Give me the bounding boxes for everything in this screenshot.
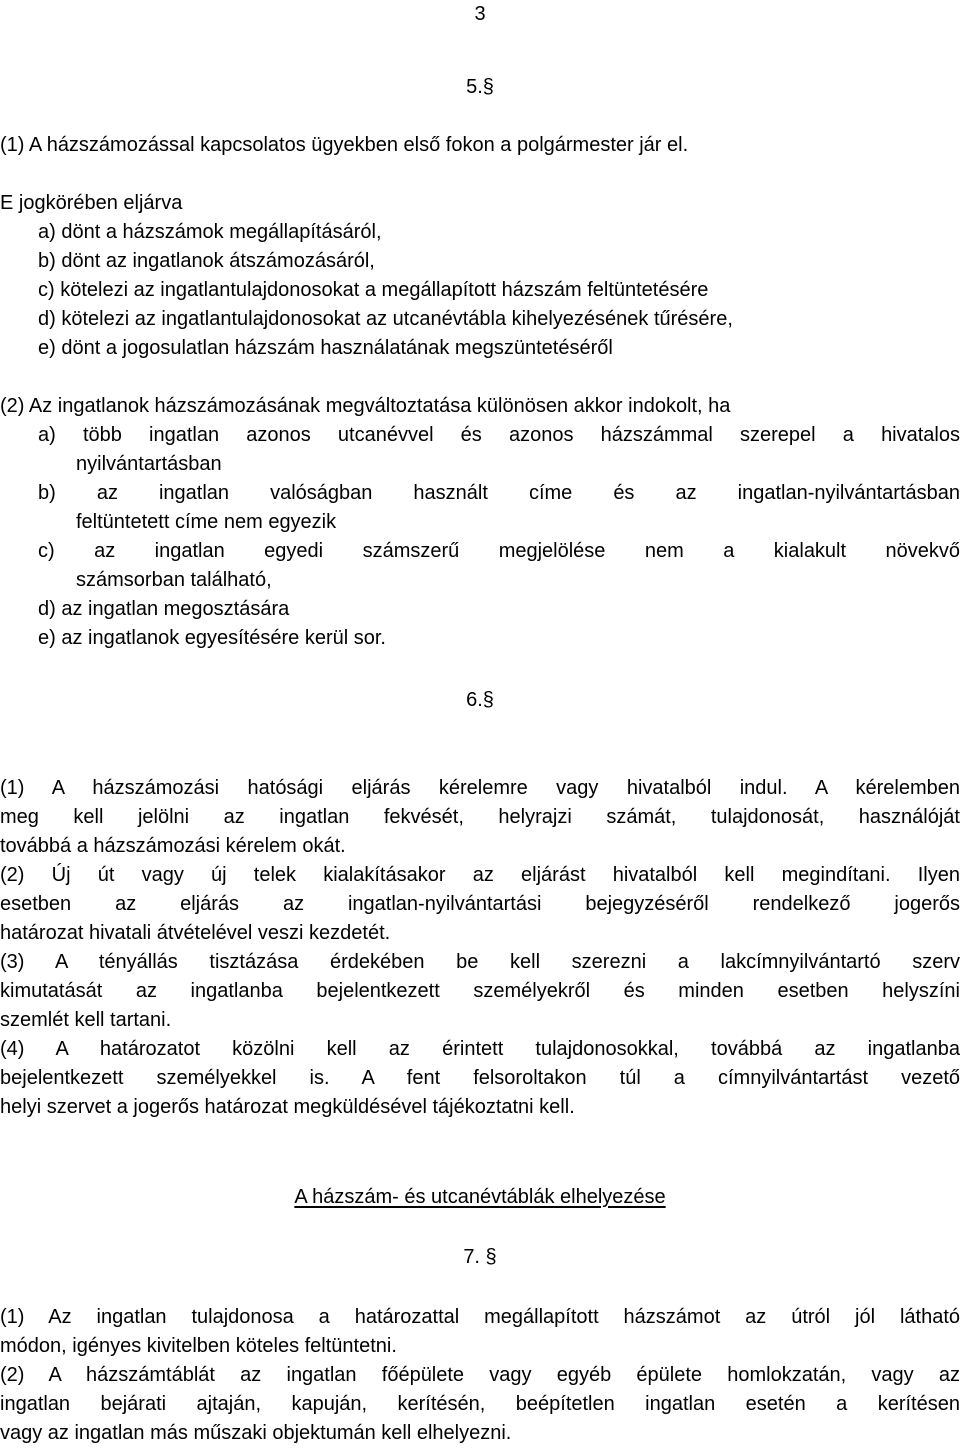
section-5-item-a: a) dönt a házszámok megállapításáról, — [38, 221, 382, 243]
section-6-line-5: esetben az eljárás az ingatlan-nyilvántartási bejegyzéséről rendelkező jogerős — [0, 893, 960, 915]
section-6-label: 6.§ — [466, 689, 494, 711]
section-5-para-2-item-a: a) több ingatlan azonos utcanévvel és azonos házszámmal szerepel a hivatalos — [38, 424, 960, 446]
section-5-para-1: (1) A házszámozással kapcsolatos ügyekben első fokon a polgármester jár el. — [0, 134, 689, 156]
section-6-line-2: meg kell jelölni az ingatlan fekvését, helyrajzi számát, tulajdonosát, használóját — [0, 806, 960, 828]
section-5-para-2-item-e: e) az ingatlanok egyesítésére kerül sor. — [38, 627, 386, 649]
section-5-para-2-item-d: d) az ingatlan megosztására — [38, 598, 290, 620]
section-7-line-2: módon, igényes kivitelben köteles feltüntetni. — [0, 1335, 397, 1357]
section-6-line-6: határozat hivatali átvételével veszi kezdetét. — [0, 922, 391, 944]
section-5-sub-intro: E jogkörében eljárva — [0, 192, 183, 214]
section-5-item-b: b) dönt az ingatlanok átszámozásáról, — [38, 250, 375, 272]
page-number: 3 — [474, 3, 486, 25]
section-7-line-1: (1) Az ingatlan tulajdonosa a határozattal megállapított házszámot az útról jól látható — [0, 1306, 960, 1328]
section-6-line-10: (4) A határozatot közölni kell az érintett tulajdonosokkal, továbbá az ingatlanba — [0, 1038, 960, 1060]
section-5-para-2-item-a-cont: nyilvántartásban — [76, 453, 222, 475]
section-5-para-2-item-b-cont: feltüntetett címe nem egyezik — [76, 511, 337, 533]
section-5-item-e: e) dönt a jogosulatlan házszám használatának megszüntetéséről — [38, 337, 613, 359]
section-heading-text: A házszám- és utcanévtáblák elhelyezése — [294, 1186, 666, 1208]
section-6-line-1: (1) A házszámozási hatósági eljárás kérelemre vagy hivatalból indul. A kérelemben — [0, 777, 960, 799]
section-6-line-7: (3) A tényállás tisztázása érdekében be kell szerezni a lakcímnyilvántartó szerv — [0, 951, 960, 973]
section-5-label — [0, 73, 960, 102]
section-5-item-c: c) kötelezi az ingatlantulajdonosokat a megállapított házszám feltüntetésére — [38, 279, 709, 301]
section-7-line-3: (2) A házszámtáblát az ingatlan főépülete vagy egyéb épülete homlokzatán, vagy az — [0, 1364, 960, 1386]
section-6-line-3: továbbá a házszámozási kérelem okát. — [0, 835, 346, 857]
section-5-item-d: d) kötelezi az ingatlantulajdonosokat az utcanévtábla kihelyezésének tűrésére, — [38, 308, 733, 330]
section-7-label: 7. § — [463, 1246, 497, 1268]
section-6-line-4: (2) Új út vagy új telek kialakításakor az eljárást hivatalból kell megindítani. Ilyen — [0, 864, 960, 886]
section-6-line-11: bejelentkezett személyekkel is. A fent felsoroltakon túl a címnyilvántartást vezető — [0, 1067, 960, 1089]
section-5-para-2-item-b: b) az ingatlan valóságban használt címe és az ingatlan-nyilvántartásban — [38, 482, 960, 504]
section-6-line-9: szemlét kell tartani. — [0, 1009, 172, 1031]
section-5-para-2-item-c-cont: számsorban található, — [76, 569, 272, 591]
section-5-label-text: 5.§ — [466, 76, 494, 98]
section-heading — [0, 1183, 960, 1212]
section-7-line-5: vagy az ingatlan más műszaki objektumán kell elhelyezni. — [0, 1422, 512, 1444]
section-6-line-12: helyi szervet a jogerős határozat megküldésével tájékoztatni kell. — [0, 1096, 575, 1118]
section-5-para-2: (2) Az ingatlanok házszámozásának megváltoztatása különösen akkor indokolt, ha — [0, 395, 731, 417]
section-6-line-8: kimutatását az ingatlanba bejelentkezett személyekről és minden esetben helyszíni — [0, 980, 960, 1002]
section-5-para-2-item-c: c) az ingatlan egyedi számszerű megjelölése nem a kialakult növekvő — [38, 540, 960, 562]
section-7-line-4: ingatlan bejárati ajtaján, kapuján, kerítésén, beépítetlen ingatlan esetén a kerítésen — [0, 1393, 960, 1415]
